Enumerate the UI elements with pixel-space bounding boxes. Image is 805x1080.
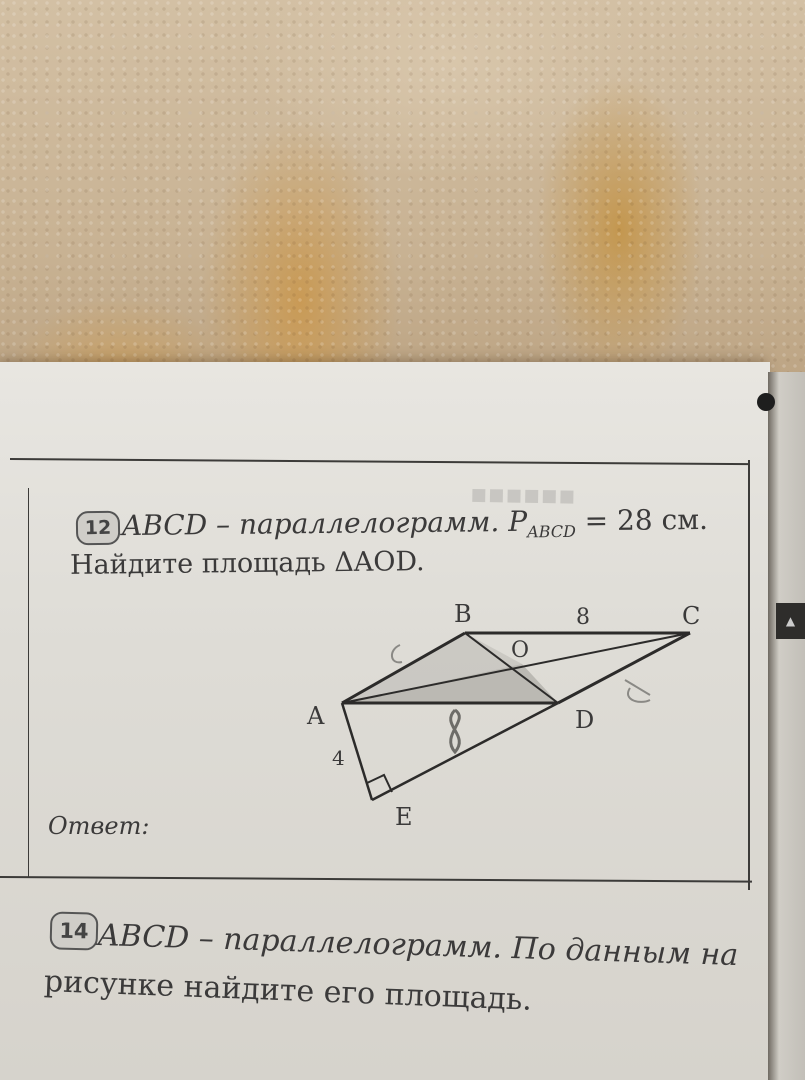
perimeter-value: = 28 см. <box>575 502 709 538</box>
problem-12-number: 12 <box>76 511 121 546</box>
label-a: A <box>307 702 325 730</box>
perpendicular-ae <box>342 703 372 800</box>
label-d: D <box>575 706 595 734</box>
pencil-mark-ab <box>392 645 402 662</box>
problem-12-question: Найдите площадь ΔAOD. <box>69 546 425 581</box>
perimeter-subscript: ABCD <box>527 521 576 542</box>
show-through-text: ▪▪▪▪▪▪ <box>469 479 576 511</box>
right-angle-mark <box>367 775 392 792</box>
side-cd <box>558 633 690 703</box>
pencil-mark-ad <box>451 710 460 752</box>
label-e: E <box>395 803 413 831</box>
tab-glyph: ▲ <box>785 614 796 628</box>
answer-label: Ответ: <box>48 812 150 840</box>
problem-14-question: рисунке найдите его площадь. <box>43 964 533 1018</box>
problem-14-number: 14 <box>50 911 99 950</box>
label-o: O <box>511 638 530 663</box>
problem-14-line1: ABCD – параллелограмм. По данным на <box>97 918 739 974</box>
label-bc-length: 8 <box>576 605 590 630</box>
label-ae-length: 4 <box>332 746 345 770</box>
extension-de <box>372 703 558 800</box>
pencil-mark-cd <box>625 680 650 702</box>
parallelogram-statement: ABCD – параллелограмм. P <box>121 504 528 543</box>
label-b: B <box>454 600 472 628</box>
label-c: C <box>682 602 701 630</box>
